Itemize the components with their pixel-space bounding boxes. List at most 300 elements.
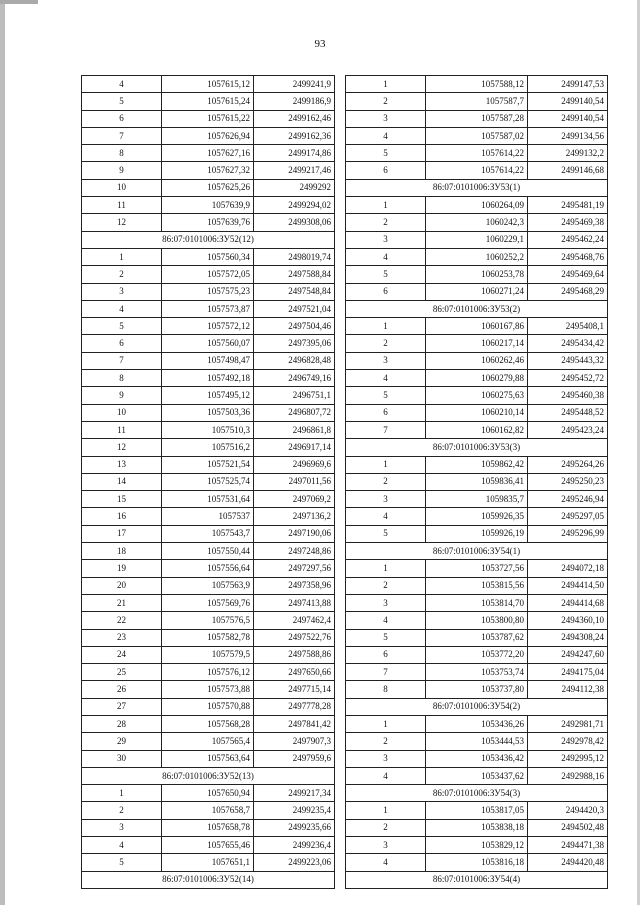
table-row	[346, 110, 608, 127]
table-row	[82, 145, 335, 162]
x-coordinate: 1057639,9	[162, 197, 254, 214]
table-row	[346, 318, 608, 335]
table-row	[82, 387, 335, 404]
point-number: 8	[346, 681, 426, 698]
parcel-header-row	[346, 543, 608, 560]
table-row	[82, 819, 335, 836]
x-coordinate: 1057650,94	[162, 785, 254, 802]
table-row	[346, 335, 608, 352]
y-coordinate: 2499162,46	[254, 110, 335, 127]
table-row	[82, 698, 335, 715]
point-number: 2	[346, 214, 426, 231]
y-coordinate: 2499186,9	[254, 93, 335, 110]
point-number: 3	[346, 750, 426, 767]
point-number: 26	[82, 681, 162, 698]
parcel-id: 86:07:0101006:ЗУ54(4)	[346, 871, 608, 888]
y-coordinate: 2495469,64	[528, 266, 608, 283]
y-coordinate: 2496917,14	[254, 439, 335, 456]
point-number: 1	[346, 318, 426, 335]
table-row	[82, 508, 335, 525]
table-row	[82, 664, 335, 681]
y-coordinate: 2495264,26	[528, 456, 608, 473]
y-coordinate: 2499140,54	[528, 93, 608, 110]
y-coordinate: 2495468,29	[528, 283, 608, 300]
coordinates-table-right	[345, 75, 608, 889]
x-coordinate: 1057579,5	[162, 646, 254, 663]
table-row	[346, 854, 608, 871]
table-row	[82, 456, 335, 473]
y-coordinate: 2494308,24	[528, 629, 608, 646]
point-number: 2	[346, 93, 426, 110]
y-coordinate: 2497413,88	[254, 594, 335, 611]
table-row	[346, 473, 608, 490]
table-row	[346, 266, 608, 283]
point-number: 5	[346, 266, 426, 283]
point-number: 22	[82, 612, 162, 629]
table-row	[346, 733, 608, 750]
y-coordinate: 2497521,04	[254, 300, 335, 317]
x-coordinate: 1057573,87	[162, 300, 254, 317]
y-coordinate: 2494471,38	[528, 837, 608, 854]
x-coordinate: 1053437,62	[426, 767, 528, 784]
table-row	[346, 525, 608, 542]
table-row	[346, 577, 608, 594]
y-coordinate: 2497588,84	[254, 266, 335, 283]
point-number: 4	[82, 837, 162, 854]
x-coordinate: 1057658,78	[162, 819, 254, 836]
y-coordinate: 2499132,2	[528, 145, 608, 162]
x-coordinate: 1057615,22	[162, 110, 254, 127]
y-coordinate: 2492978,42	[528, 733, 608, 750]
table-row	[82, 854, 335, 871]
parcel-id: 86:07:0101006:ЗУ53(3)	[346, 439, 608, 456]
point-number: 8	[82, 370, 162, 387]
y-coordinate: 2497959,6	[254, 750, 335, 767]
x-coordinate: 1053787,62	[426, 629, 528, 646]
x-coordinate: 1060252,2	[426, 248, 528, 265]
table-row	[346, 837, 608, 854]
x-coordinate: 1060253,78	[426, 266, 528, 283]
point-number: 1	[346, 560, 426, 577]
point-number: 2	[346, 473, 426, 490]
x-coordinate: 1060275,63	[426, 387, 528, 404]
x-coordinate: 1057658,7	[162, 802, 254, 819]
x-coordinate: 1057569,76	[162, 594, 254, 611]
y-coordinate: 2495297,05	[528, 508, 608, 525]
x-coordinate: 1060217,14	[426, 335, 528, 352]
x-coordinate: 1057503,36	[162, 404, 254, 421]
y-coordinate: 2497841,42	[254, 715, 335, 732]
point-number: 7	[346, 421, 426, 438]
point-number: 4	[346, 612, 426, 629]
y-coordinate: 2499162,36	[254, 127, 335, 144]
parcel-header-row	[346, 439, 608, 456]
y-coordinate: 2498019,74	[254, 248, 335, 265]
y-coordinate: 2499235,4	[254, 802, 335, 819]
point-number: 4	[346, 370, 426, 387]
table-row	[346, 283, 608, 300]
x-coordinate: 1059836,41	[426, 473, 528, 490]
table-row	[82, 248, 335, 265]
x-coordinate: 1057531,64	[162, 491, 254, 508]
x-coordinate: 1057582,78	[162, 629, 254, 646]
table-row	[82, 491, 335, 508]
x-coordinate: 1057495,12	[162, 387, 254, 404]
table-row	[82, 300, 335, 317]
point-number: 2	[82, 266, 162, 283]
table-row	[82, 473, 335, 490]
y-coordinate: 2497548,84	[254, 283, 335, 300]
point-number: 7	[82, 127, 162, 144]
x-coordinate: 1053737,80	[426, 681, 528, 698]
point-number: 5	[346, 525, 426, 542]
y-coordinate: 2497462,4	[254, 612, 335, 629]
x-coordinate: 1057576,12	[162, 664, 254, 681]
parcel-id: 86:07:0101006:ЗУ52(12)	[82, 231, 335, 248]
x-coordinate: 1057510,3	[162, 421, 254, 438]
point-number: 13	[82, 456, 162, 473]
point-number: 4	[346, 508, 426, 525]
y-coordinate: 2497650,66	[254, 664, 335, 681]
x-coordinate: 1060167,86	[426, 318, 528, 335]
scan-edge-left	[0, 0, 5, 905]
point-number: 1	[82, 785, 162, 802]
table-row	[82, 404, 335, 421]
point-number: 3	[82, 283, 162, 300]
y-coordinate: 2499236,4	[254, 837, 335, 854]
point-number: 10	[82, 404, 162, 421]
point-number: 1	[346, 802, 426, 819]
y-coordinate: 2495462,24	[528, 231, 608, 248]
table-row	[346, 197, 608, 214]
table-row	[346, 421, 608, 438]
point-number: 18	[82, 543, 162, 560]
table-row	[82, 179, 335, 196]
x-coordinate: 1053817,05	[426, 802, 528, 819]
x-coordinate: 1057556,64	[162, 560, 254, 577]
point-number: 4	[346, 854, 426, 871]
x-coordinate: 1057614,22	[426, 162, 528, 179]
table-row	[82, 646, 335, 663]
point-number: 9	[82, 387, 162, 404]
x-coordinate: 1060264,09	[426, 197, 528, 214]
x-coordinate: 1057560,07	[162, 335, 254, 352]
table-row	[82, 318, 335, 335]
parcel-id: 86:07:0101006:ЗУ54(3)	[346, 785, 608, 802]
scan-edge-top	[0, 0, 38, 4]
y-coordinate: 2499235,66	[254, 819, 335, 836]
x-coordinate: 1057521,54	[162, 456, 254, 473]
parcel-id: 86:07:0101006:ЗУ54(2)	[346, 698, 608, 715]
y-coordinate: 2499292	[254, 179, 335, 196]
table-row	[346, 162, 608, 179]
table-row	[82, 681, 335, 698]
point-number: 20	[82, 577, 162, 594]
x-coordinate: 1057627,16	[162, 145, 254, 162]
point-number: 11	[82, 421, 162, 438]
table-row	[346, 491, 608, 508]
parcel-header-row	[82, 767, 335, 784]
x-coordinate: 1057651,1	[162, 854, 254, 871]
x-coordinate: 1057525,74	[162, 473, 254, 490]
y-coordinate: 2497190,06	[254, 525, 335, 542]
y-coordinate: 2499217,46	[254, 162, 335, 179]
table-row	[82, 76, 335, 93]
point-number: 11	[82, 197, 162, 214]
table-row	[82, 162, 335, 179]
x-coordinate: 1057560,34	[162, 248, 254, 265]
x-coordinate: 1057563,64	[162, 750, 254, 767]
y-coordinate: 2495423,24	[528, 421, 608, 438]
table-row	[346, 508, 608, 525]
x-coordinate: 1053436,26	[426, 715, 528, 732]
x-coordinate: 1053816,18	[426, 854, 528, 871]
table-row	[82, 439, 335, 456]
y-coordinate: 2494360,10	[528, 612, 608, 629]
x-coordinate: 1053772,20	[426, 646, 528, 663]
table-row	[346, 248, 608, 265]
table-row	[82, 335, 335, 352]
page-number: 93	[314, 38, 326, 50]
x-coordinate: 1057572,12	[162, 318, 254, 335]
y-coordinate: 2499217,34	[254, 785, 335, 802]
parcel-header-row	[346, 785, 608, 802]
y-coordinate: 2497522,76	[254, 629, 335, 646]
parcel-header-row	[346, 698, 608, 715]
table-row	[82, 594, 335, 611]
point-number: 1	[346, 197, 426, 214]
table-row	[82, 612, 335, 629]
table-row	[82, 352, 335, 369]
x-coordinate: 1060271,24	[426, 283, 528, 300]
y-coordinate: 2496969,6	[254, 456, 335, 473]
y-coordinate: 2495246,94	[528, 491, 608, 508]
table-row	[346, 404, 608, 421]
point-number: 16	[82, 508, 162, 525]
point-number: 4	[346, 767, 426, 784]
y-coordinate: 2495408,1	[528, 318, 608, 335]
table-row	[82, 837, 335, 854]
point-number: 5	[346, 629, 426, 646]
point-number: 4	[82, 76, 162, 93]
table-row	[82, 197, 335, 214]
x-coordinate: 1053727,56	[426, 560, 528, 577]
x-coordinate: 1060229,1	[426, 231, 528, 248]
y-coordinate: 2497297,56	[254, 560, 335, 577]
table-row	[82, 802, 335, 819]
y-coordinate: 2499134,56	[528, 127, 608, 144]
point-number: 28	[82, 715, 162, 732]
parcel-header-row	[346, 179, 608, 196]
y-coordinate: 2497248,86	[254, 543, 335, 560]
table-row	[82, 750, 335, 767]
y-coordinate: 2499223,06	[254, 854, 335, 871]
table-row	[346, 231, 608, 248]
point-number: 6	[346, 646, 426, 663]
point-number: 3	[82, 819, 162, 836]
x-coordinate: 1053444,53	[426, 733, 528, 750]
x-coordinate: 1060210,14	[426, 404, 528, 421]
table-row	[346, 214, 608, 231]
point-number: 25	[82, 664, 162, 681]
parcel-id: 86:07:0101006:ЗУ53(1)	[346, 179, 608, 196]
point-number: 4	[82, 300, 162, 317]
y-coordinate: 2496807,72	[254, 404, 335, 421]
table-row	[82, 421, 335, 438]
x-coordinate: 1060279,88	[426, 370, 528, 387]
point-number: 1	[82, 248, 162, 265]
table-row	[346, 352, 608, 369]
point-number: 3	[346, 110, 426, 127]
y-coordinate: 2497778,28	[254, 698, 335, 715]
x-coordinate: 1057537	[162, 508, 254, 525]
y-coordinate: 2495296,99	[528, 525, 608, 542]
point-number: 5	[82, 93, 162, 110]
y-coordinate: 2497504,46	[254, 318, 335, 335]
parcel-header-row	[82, 871, 335, 888]
x-coordinate: 1057498,47	[162, 352, 254, 369]
table-row	[346, 456, 608, 473]
x-coordinate: 1057565,4	[162, 733, 254, 750]
x-coordinate: 1060262,46	[426, 352, 528, 369]
x-coordinate: 1057626,94	[162, 127, 254, 144]
y-coordinate: 2497395,06	[254, 335, 335, 352]
y-coordinate: 2495469,38	[528, 214, 608, 231]
x-coordinate: 1057573,88	[162, 681, 254, 698]
table-row	[346, 387, 608, 404]
point-number: 14	[82, 473, 162, 490]
y-coordinate: 2492988,16	[528, 767, 608, 784]
point-number: 3	[346, 594, 426, 611]
table-row	[346, 93, 608, 110]
table-row	[346, 629, 608, 646]
point-number: 4	[346, 248, 426, 265]
point-number: 7	[82, 352, 162, 369]
table-row	[346, 767, 608, 784]
x-coordinate: 1057516,2	[162, 439, 254, 456]
point-number: 8	[82, 145, 162, 162]
y-coordinate: 2495434,42	[528, 335, 608, 352]
y-coordinate: 2494414,50	[528, 577, 608, 594]
y-coordinate: 2496751,1	[254, 387, 335, 404]
table-row	[82, 370, 335, 387]
x-coordinate: 1057614,22	[426, 145, 528, 162]
table-row	[82, 93, 335, 110]
y-coordinate: 2495448,52	[528, 404, 608, 421]
y-coordinate: 2494420,3	[528, 802, 608, 819]
table-row	[346, 370, 608, 387]
table-row	[82, 733, 335, 750]
table-row	[82, 543, 335, 560]
y-coordinate: 2495250,23	[528, 473, 608, 490]
table-row	[346, 594, 608, 611]
point-number: 5	[82, 854, 162, 871]
table-row	[346, 76, 608, 93]
point-number: 2	[346, 577, 426, 594]
table-row	[82, 629, 335, 646]
x-coordinate: 1060242,3	[426, 214, 528, 231]
y-coordinate: 2497069,2	[254, 491, 335, 508]
y-coordinate: 2495443,32	[528, 352, 608, 369]
y-coordinate: 2496749,16	[254, 370, 335, 387]
point-number: 7	[346, 664, 426, 681]
x-coordinate: 1057639,76	[162, 214, 254, 231]
parcel-header-row	[346, 871, 608, 888]
x-coordinate: 1057576,5	[162, 612, 254, 629]
table-row	[82, 214, 335, 231]
table-row	[346, 750, 608, 767]
point-number: 12	[82, 439, 162, 456]
point-number: 12	[82, 214, 162, 231]
table-row	[82, 715, 335, 732]
parcel-id: 86:07:0101006:ЗУ54(1)	[346, 543, 608, 560]
table-row	[82, 577, 335, 594]
y-coordinate: 2499140,54	[528, 110, 608, 127]
y-coordinate: 2499308,06	[254, 214, 335, 231]
point-number: 6	[346, 162, 426, 179]
x-coordinate: 1059835,7	[426, 491, 528, 508]
x-coordinate: 1053753,74	[426, 664, 528, 681]
table-row	[82, 110, 335, 127]
x-coordinate: 1057575,23	[162, 283, 254, 300]
y-coordinate: 2492995,12	[528, 750, 608, 767]
parcel-header-row	[82, 231, 335, 248]
parcel-id: 86:07:0101006:ЗУ52(14)	[82, 871, 335, 888]
table-row	[82, 283, 335, 300]
point-number: 2	[82, 802, 162, 819]
parcel-id: 86:07:0101006:ЗУ53(2)	[346, 300, 608, 317]
x-coordinate: 1057615,12	[162, 76, 254, 93]
point-number: 9	[82, 162, 162, 179]
point-number: 2	[346, 733, 426, 750]
table-row	[82, 525, 335, 542]
point-number: 3	[346, 231, 426, 248]
y-coordinate: 2497011,56	[254, 473, 335, 490]
table-row	[346, 664, 608, 681]
table-row	[346, 819, 608, 836]
y-coordinate: 2496828,48	[254, 352, 335, 369]
point-number: 6	[346, 283, 426, 300]
y-coordinate: 2499146,68	[528, 162, 608, 179]
y-coordinate: 2499241,9	[254, 76, 335, 93]
y-coordinate: 2494247,60	[528, 646, 608, 663]
y-coordinate: 2494420,48	[528, 854, 608, 871]
point-number: 1	[346, 76, 426, 93]
y-coordinate: 2494414,68	[528, 594, 608, 611]
x-coordinate: 1057655,46	[162, 837, 254, 854]
point-number: 21	[82, 594, 162, 611]
x-coordinate: 1057572,05	[162, 266, 254, 283]
y-coordinate: 2494112,38	[528, 681, 608, 698]
table-row	[82, 127, 335, 144]
y-coordinate: 2499147,53	[528, 76, 608, 93]
point-number: 1	[346, 715, 426, 732]
x-coordinate: 1059926,35	[426, 508, 528, 525]
coordinates-table-left	[81, 75, 335, 889]
x-coordinate: 1057568,28	[162, 715, 254, 732]
x-coordinate: 1057587,28	[426, 110, 528, 127]
x-coordinate: 1057615,24	[162, 93, 254, 110]
x-coordinate: 1053815,56	[426, 577, 528, 594]
x-coordinate: 1059926,19	[426, 525, 528, 542]
y-coordinate: 2495460,38	[528, 387, 608, 404]
y-coordinate: 2496861,8	[254, 421, 335, 438]
y-coordinate: 2497358,96	[254, 577, 335, 594]
x-coordinate: 1057563,9	[162, 577, 254, 594]
y-coordinate: 2494072,18	[528, 560, 608, 577]
point-number: 2	[346, 819, 426, 836]
table-row	[346, 681, 608, 698]
